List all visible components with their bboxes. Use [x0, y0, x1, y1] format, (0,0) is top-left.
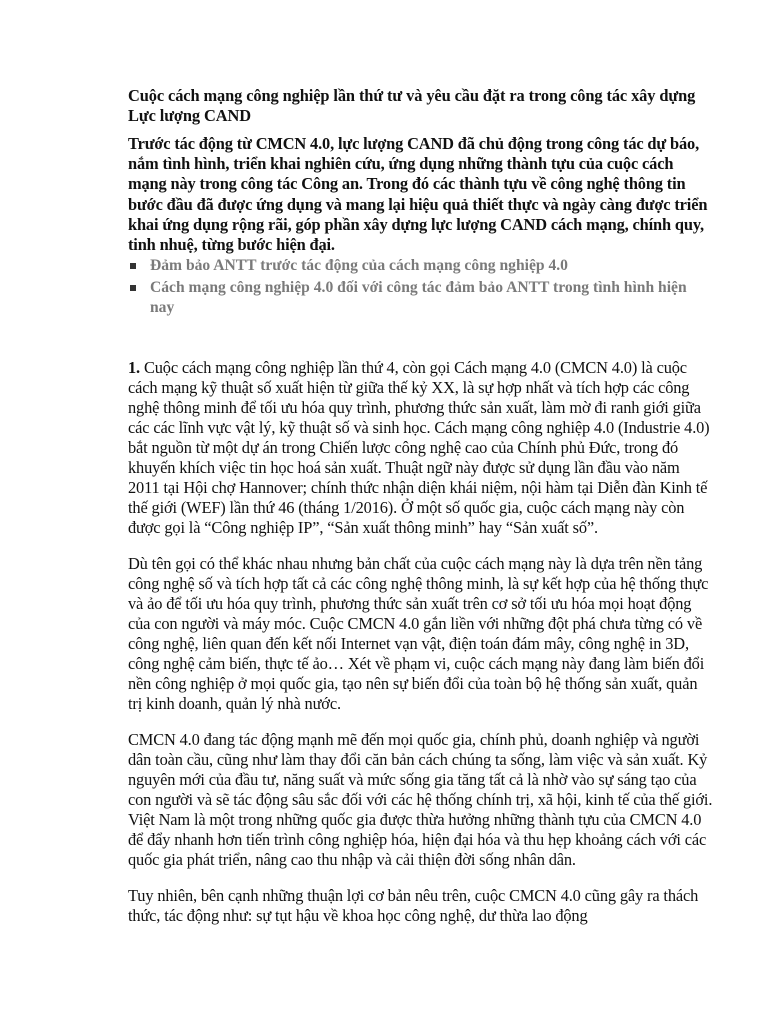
- body-paragraph-3: CMCN 4.0 đang tác động mạnh mẽ đến mọi quốc gia, chính phủ, doanh nghiệp và người dân toàn cầu, cũng như làm thay đổi căn bản cách chúng ta sống, làm việc và sản xuất. Kỷ nguyên mới của đầu tư, năng suất và mức sống gia tăng tất cả là nhờ vào sự sáng tạo của con người và sẽ tác động sâu sắc đối với các hệ thống chính trị, xã hội, kinh tế của thế giới. Việt Nam là một trong những quốc gia được thừa hưởng những thành tựu của CMCN 4.0 để đẩy nhanh hơn tiến trình công nghiệp hóa, hiện đại hóa và thu hẹp khoảng cách với các quốc gia phát triển, nâng cao thu nhập và cải thiện đời sống nhân dân.: [128, 730, 713, 870]
- body-paragraph-1: [128, 358, 713, 538]
- square-bullet-icon: [130, 263, 136, 269]
- square-bullet-icon: [130, 285, 136, 291]
- related-links-list: [128, 256, 713, 318]
- paragraph-number: 1.: [128, 358, 140, 378]
- body-paragraph-4: Tuy nhiên, bên cạnh những thuận lợi cơ bản nêu trên, cuộc CMCN 4.0 cũng gây ra thách thức, tác động như: sự tụt hậu về khoa học công nghệ, dư thừa lao động: [128, 886, 699, 926]
- related-link-item[interactable]: [128, 278, 713, 318]
- article-lead: Trước tác động từ CMCN 4.0, lực lượng CAND đã chủ động trong công tác dự báo, nắm tình hình, triển khai nghiên cứu, ứng dụng những thành tựu của cuộc cách mạng này trong công tác Công an. Trong đó các thành tựu về công nghệ thông tin bước đầu đã được ứng dụng và mang lại hiệu quả thiết thực và ngày càng được triển khai ứng dụng rộng rãi, góp phần xây dựng lực lượng CAND cách mạng, chính quy, tinh nhuệ, từng bước hiện đại.: [128, 134, 708, 255]
- article-title: Cuộc cách mạng công nghiệp lần thứ tư và yêu cầu đặt ra trong công tác xây dựng Lực lượng CAND: [128, 86, 696, 125]
- body-paragraph-2: Dù tên gọi có thể khác nhau nhưng bản chất của cuộc cách mạng này là dựa trên nền tảng công nghệ số và tích hợp tất cả các công nghệ thông minh, là sự kết hợp của hệ thống thực và ảo để tối ưu hóa quy trình, phương thức sản xuất trên cơ sở tối ưu hóa mọi hoạt động của con người và máy móc. Cuộc CMCN 4.0 gắn liền với những đột phá chưa từng có về công nghệ, liên quan đến kết nối Internet vạn vật, điện toán đám mây, công nghệ in 3D, công nghệ cảm biến, thực tế ảo… Xét về phạm vi, cuộc cách mạng này đang làm biến đổi nền công nghiệp ở mọi quốc gia, tạo nên sự biến đổi của toàn bộ hệ thống sản xuất, quản trị kinh doanh, quản lý nhà nước.: [128, 554, 709, 714]
- paragraph-text: Cuộc cách mạng công nghiệp lần thứ 4, còn gọi Cách mạng 4.0 (CMCN 4.0) là cuộc cách mạng kỹ thuật số xuất hiện từ giữa thế kỷ XX, là sự hợp nhất và tích hợp các công nghệ thông minh để tối ưu hóa quy trình, phương thức sản xuất, làm mờ đi ranh giới giữa các các lĩnh vực vật lý, kỹ thuật số và sinh học. Cách mạng công nghiệp 4.0 (Industrie 4.0) bắt nguồn từ một dự án trong Chiến lược công nghệ cao của Chính phủ Đức, trong đó khuyến khích việc tin học hoá sản xuất. Thuật ngữ này được sử dụng lần đầu vào năm 2011 tại Hội chợ Hannover; chính thức nhận diện khái niệm, nội hàm tại Diễn đàn Kinh tế thế giới (WEF) lần thứ 46 (tháng 1/2016). Ở một số quốc gia, cuộc cách mạng này còn được gọi là “Công nghiệp IP”, “Sản xuất thông minh” hay “Sản xuất số”.: [128, 358, 710, 538]
- related-link-cmcn-antt[interactable]: Cách mạng công nghiệp 4.0 đối với công tác đảm bảo ANTT trong tình hình hiện nay: [150, 279, 687, 317]
- document-page: [128, 86, 713, 926]
- related-link-item[interactable]: [128, 256, 713, 276]
- related-link-antt-cmcn[interactable]: Đảm bảo ANTT trước tác động của cách mạng công nghiệp 4.0: [150, 257, 568, 275]
